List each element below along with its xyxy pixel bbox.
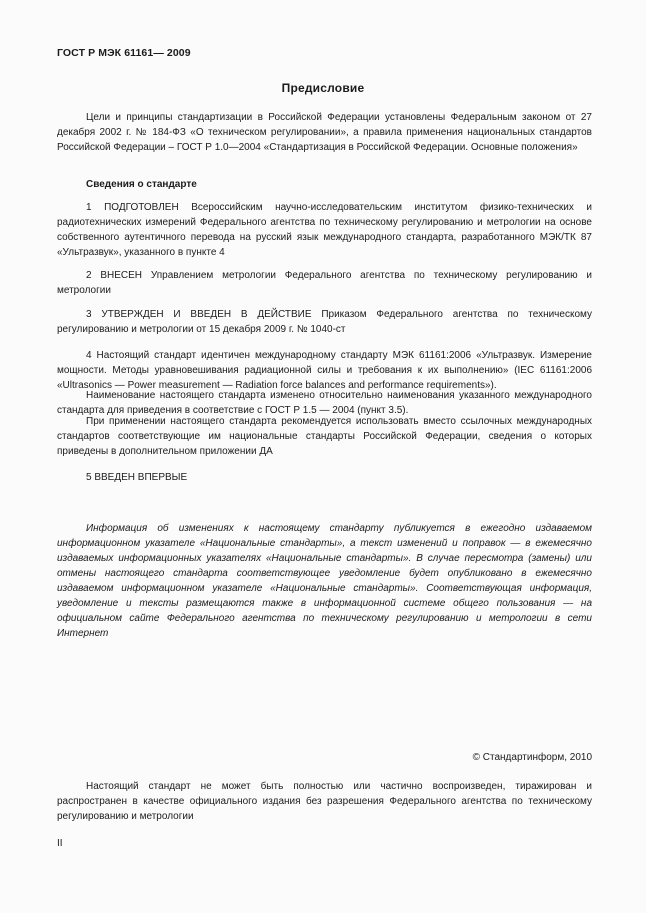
reproduction-notice: Настоящий стандарт не может быть полностью или частично воспроизведен, тиражирован и распространен в качестве официального издания без разрешения Федерального агентства по техническому регулированию и метрологии — [57, 781, 592, 822]
item-4-identical: 4 Настоящий стандарт идентичен международному стандарту МЭК 61161:2006 «Ультразвук. Измерение мощности. Методы уравновешивания радиационной силы и требования к их выполнению» (IEC 61161:2006 «Ultrasonics — Power measurement — Radiation force balances and performance requirements»). — [57, 350, 592, 391]
intro-paragraph: Цели и принципы стандартизации в Российской Федерации установлены Федеральным законом от 27 декабря 2002 г. № 184-ФЗ «О техническом регулировании», а правила применения национальных стандартов Российской Федерации – ГОСТ Р 1.0—2004 «Стандартизация в Российской Федерации. Основные положения» — [57, 112, 592, 153]
page-title: Предисловие — [281, 81, 365, 95]
item-2-introduced: 2 ВНЕСЕН Управлением метрологии Федерального агентства по техническому регулированию и метрологии — [57, 270, 592, 296]
item-4-name-change: Наименование настоящего стандарта изменено относительно наименования указанного международного стандарта для приведения в соответствие с ГОСТ Р 1.5 — 2004 (пункт 3.5). — [57, 390, 592, 416]
item-5-first-introduced: 5 ВВЕДЕН ВПЕРВЫЕ — [86, 472, 188, 483]
item-1-prepared: 1 ПОДГОТОВЛЕН Всероссийским научно-исследовательским институтом физико-технических и радиотехнических измерений Федерального агентства по техническому регулированию и метрологии на основе собственного аутентичного перевода на русский язык международного стандарта, разработанного МЭК/ТК 87 «Ультразвук», указанного в пункте 4 — [57, 202, 592, 258]
item-3-approved: 3 УТВЕРЖДЕН И ВВЕДЕН В ДЕЙСТВИЕ Приказом Федерального агентства по техническому регулированию и метрологии от 15 декабря 2009 г. № 1040-ст — [57, 309, 592, 335]
copyright-line: © Стандартинформ, 2010 — [472, 752, 592, 763]
info-heading: Сведения о стандарте — [86, 179, 197, 190]
changes-notice: Информация об изменениях к настоящему стандарту публикуется в ежегодно издаваемом информационном указателе «Национальные стандарты», а текст изменений и поправок — в ежемесячно издаваемых информационных указателях «Национальные стандарты». В случае пересмотра (замены) или отмены настоящего стандарта соответствующее уведомление будет опубликовано в ежемесячно издаваемом информационном указателе «Национальные стандарты». Соответствующая информация, уведомление и тексты размещаются также в информационной системе общего пользования — на официальном сайте Федерального агентства по техническому регулированию и метрологии в сети Интернет — [57, 523, 592, 639]
item-4-references: При применении настоящего стандарта рекомендуется использовать вместо ссылочных международных стандартов соответствующие им национальные стандарты Российской Федерации, сведения о которых приведены в дополнительном приложении ДА — [57, 416, 592, 457]
page-number: II — [57, 838, 63, 849]
document-code-header: ГОСТ Р МЭК 61161— 2009 — [57, 47, 191, 59]
